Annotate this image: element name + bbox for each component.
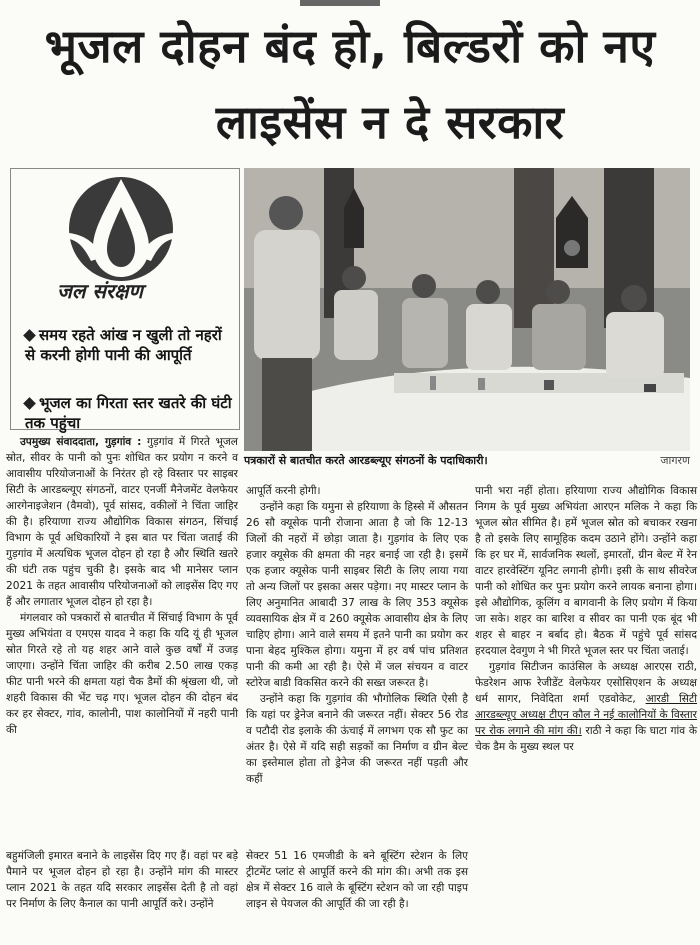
photo-illustration — [244, 168, 690, 451]
bullet-icon — [23, 397, 36, 410]
article-column-1-continued — [6, 848, 238, 912]
headline — [0, 0, 700, 160]
underlined-demand: आरडी सिटी आरडब्ल्यूए अध्यक्ष टीएन कौल ने नई कालोनियों के विस्तार पर रोक लगाने की मांग की। — [475, 693, 697, 737]
article-paragraph: आपूर्ति करनी होगी। — [246, 485, 321, 497]
press-meeting-photo — [244, 168, 690, 451]
article-paragraph: सेक्टर 51 16 एमजीडी के बने बूस्टिंग स्टेशन के लिए ट्रीटमेंट प्लांट से आपूर्ति करने की मांग की। अभी तक इस क्षेत्र में सेक्टर 16 वाले के बूस्टिंग स्टेशन को जा रही पाइप लाइन से पेयजल की आपूर्ति की जा रही है। — [246, 850, 468, 910]
article-column-2-continued — [246, 848, 468, 912]
headline-line-2: लाइसेंस न दे सरकार — [215, 95, 565, 149]
highlight-bullet-2: भूजल का गिरता स्तर खतरे की घंटी तक पहुंचा — [25, 394, 232, 432]
article-paragraph: बहुमंजिली इमारत बनाने के लाइसेंस दिए गए हैं। वहां पर बड़े पैमाने पर भूजल दोहन हो रहा है। उन्होंने मांग की मास्टर प्लान 2021 के तहत यदि सरकार लाइसेंस देती है तो वहां पर निर्माण के लिए कैनाल का पानी आपूर्ति करे। उन्होंने — [6, 850, 238, 910]
article-paragraph: पानी भरा नहीं होता। हरियाणा राज्य औद्योगिक विकास निगम के पूर्व मुख्य अभियंता आरएन मलिक ने कहा कि भूजल स्रोत सीमित है। हमें भूजल स्रोत को बचाकर रखना है तो इसके लिए सामूहिक कदम उठाने होंगे। उन्होंने कहा कि हर घर में, सार्वजनिक स्थलों, इमारतों, ग्रीन बेल्ट में रेन वाटर हारवेस्टिंग यूनिट लगानी होगी। इसी के साथ सीवरेज पानी को शोधित कर पुनः प्रयोग करने लायक बनाना होगा। इसे औद्योगिक, कूलिंग व बागवानी के लिए प्रयोग में किया जा सके। शहर का बारिश व सीवर का पानी एक बूंद भी शहर से बाहर न बर्बाद हो। बैठक में पहुंचे पूर्व सांसद हरदयाल देवगुण ने भी गिरते भूजल स्तर पर चिंता जताई। — [475, 485, 697, 657]
article-paragraph: गुड़गांव सिटीजन काउंसिल के अध्यक्ष आरएस राठी, फेडरेशन आफ रेजीडेंट वेलफेयर एसोसिएशन के अध्यक्ष धर्म सागर, निवेदिता शर्मा एडवोकेट, आरडी सिटी आरडब्ल्यूए अध्यक्ष टीएन कौल ने नई कालोनियों के विस्तार पर रोक लगाने की मांग की। राठी ने कहा कि घाटा गांव के चेक डैम के मुख्य स्थल पर — [475, 661, 697, 753]
logo-text: जल संरक्षण — [57, 279, 143, 303]
article-column-3 — [475, 483, 697, 755]
highlight-bullet-1: समय रहते आंख न खुली तो नहरों से करनी होगी पानी की आपूर्ति — [25, 326, 222, 364]
headline-line-1: भूजल दोहन बंद हो, बिल्डरों को नए — [44, 19, 656, 73]
clipped-previous-text — [300, 0, 380, 6]
article-paragraph: उन्होंने कहा कि यमुना से हरियाणा के हिस्से में औसतन 26 सौ क्यूसेक पानी रोजाना आता है जो कि 12-13 जिलों की नहरों में छोड़ा जाता है। गुड़गांव के लिए एक हजार क्यूसेक की क्षमता की नहर बनाई जा रही है। इसमें एक हजार क्यूसेक पानी साइबर सिटी के लिए लाया गया तो अन्य जिलों पर इसका असर पड़ेगा। नए मास्टर प्लान के लिए अनुमानित आबादी 37 लाख के लिए 353 क्यूसेक व्यवसायिक क्षेत्र में व 260 क्यूसेक आवासीय क्षेत्र के लिए चाहिए होगा। आने वाले समय में इतने पानी का प्रयोग कर पाना बेहद मुश्किल होगा। यमुना में हर वर्ष पांच प्रतिशत पानी की कमी आ रही है। ऐसे में जल संचयन व वाटर स्टोरेज बाडी विकसित करने की सख्त जरूरत है। — [246, 501, 468, 689]
article-column-2 — [246, 483, 468, 787]
water-drop-logo-icon — [51, 173, 191, 293]
article-column-1: उपमुख्य संवाददाता, गुड़गांव : गुड़गांव में गिरते भूजल स्रोत, सीवर के पानी को पुनः शोधित कर प्रयोग न करने व आवासीय परियोजनाओं के निरंतर हो रहे विस्तार पर साइबर सिटी के आरडब्ल्यूए संगठनों, वाटर एनर्जी मैनेजमेंट वेलफेयर आरगेनाइजेशन (वैमवो), पूर्व सांसद, वकीलों ने चिंता जाहिर की है। हरियाणा राज्य औद्योगिक विकास संगठन, सिंचाई विभाग के पूर्व अधिकारियों ने इस बात पर चिंता जताई की गुड़गांव में अत्यधिक भूजल दोहन हो रहा है और स्थिति खतरे की घंटी तक पहुंच चुकी है। इसके बाद भी मानेसर प्लान 2021 के तहत आवासीय परियोजनाओं को लाइसेंस दिए गए हैं और लगातार भूजल दोहन हो रहा है। मंगलवार को पत्रकारों से बातचीत में सिंचाई विभाग के पूर्व मुख्य अभियंता व एमएस यादव ने कहा कि यदि यूं ही भूजल स्रोत गिरते रहे तो यह शहर आने वाले कुछ वर्षों में उजड़ जाएगा। उन्होंने चिंता जाहिर की करीब 2.50 लाख एकड़ फीट पानी भरने की क्षमता यहां चैक डैमों की श्रृंखला थी, जो शहरी विकास की भेंट चढ़ गए। भूजल दोहन की दोहन बंद कर हर सेक्टर, गांव, कालोनी, पाश कालोनियों में नहरी पानी की — [6, 436, 238, 736]
dateline: उपमुख्य संवाददाता, गुड़गांव : — [20, 436, 142, 448]
article-paragraph: उन्होंने कहा कि गुड़गांव की भौगोलिक स्थिति ऐसी है कि यहां पर ड्रेनेज बनाने की जरूरत नहीं। सेक्टर 56 रोड व पटौदी रोड इलाके की ऊंचाई में लगभग एक सौ फुट का अंतर है। ऐसे में यदि सही सड़कों का निर्माण व ग्रीन बेल्ट का इस्तेमाल होता तो ड्रेनेज की जरूरत नहीं पड़ती और कहीं — [246, 693, 468, 785]
photo-caption: पत्रकारों से बातचीत करते आरडब्ल्यूए संगठनों के पदाधिकारी। जागरण — [244, 452, 690, 470]
photo-credit: जागरण — [660, 454, 690, 467]
highlights-box — [10, 168, 240, 430]
bullet-icon — [23, 329, 36, 342]
article-paragraph: मंगलवार को पत्रकारों से बातचीत में सिंचाई विभाग के पूर्व मुख्य अभियंता व एमएस यादव ने कहा कि यदि यूं ही भूजल स्रोत गिरते रहे तो यह शहर आने वाले कुछ वर्षों में उजड़ जाएगा। उन्होंने चिंता जाहिर की करीब 2.50 लाख एकड़ फीट पानी भरने की क्षमता यहां चैक डैमों की श्रृंखला थी, जो शहरी विकास की भेंट चढ़ गए। भूजल दोहन की दोहन बंद कर हर सेक्टर, गांव, कालोनी, पाश कालोनियों में नहरी पानी की — [6, 612, 238, 736]
